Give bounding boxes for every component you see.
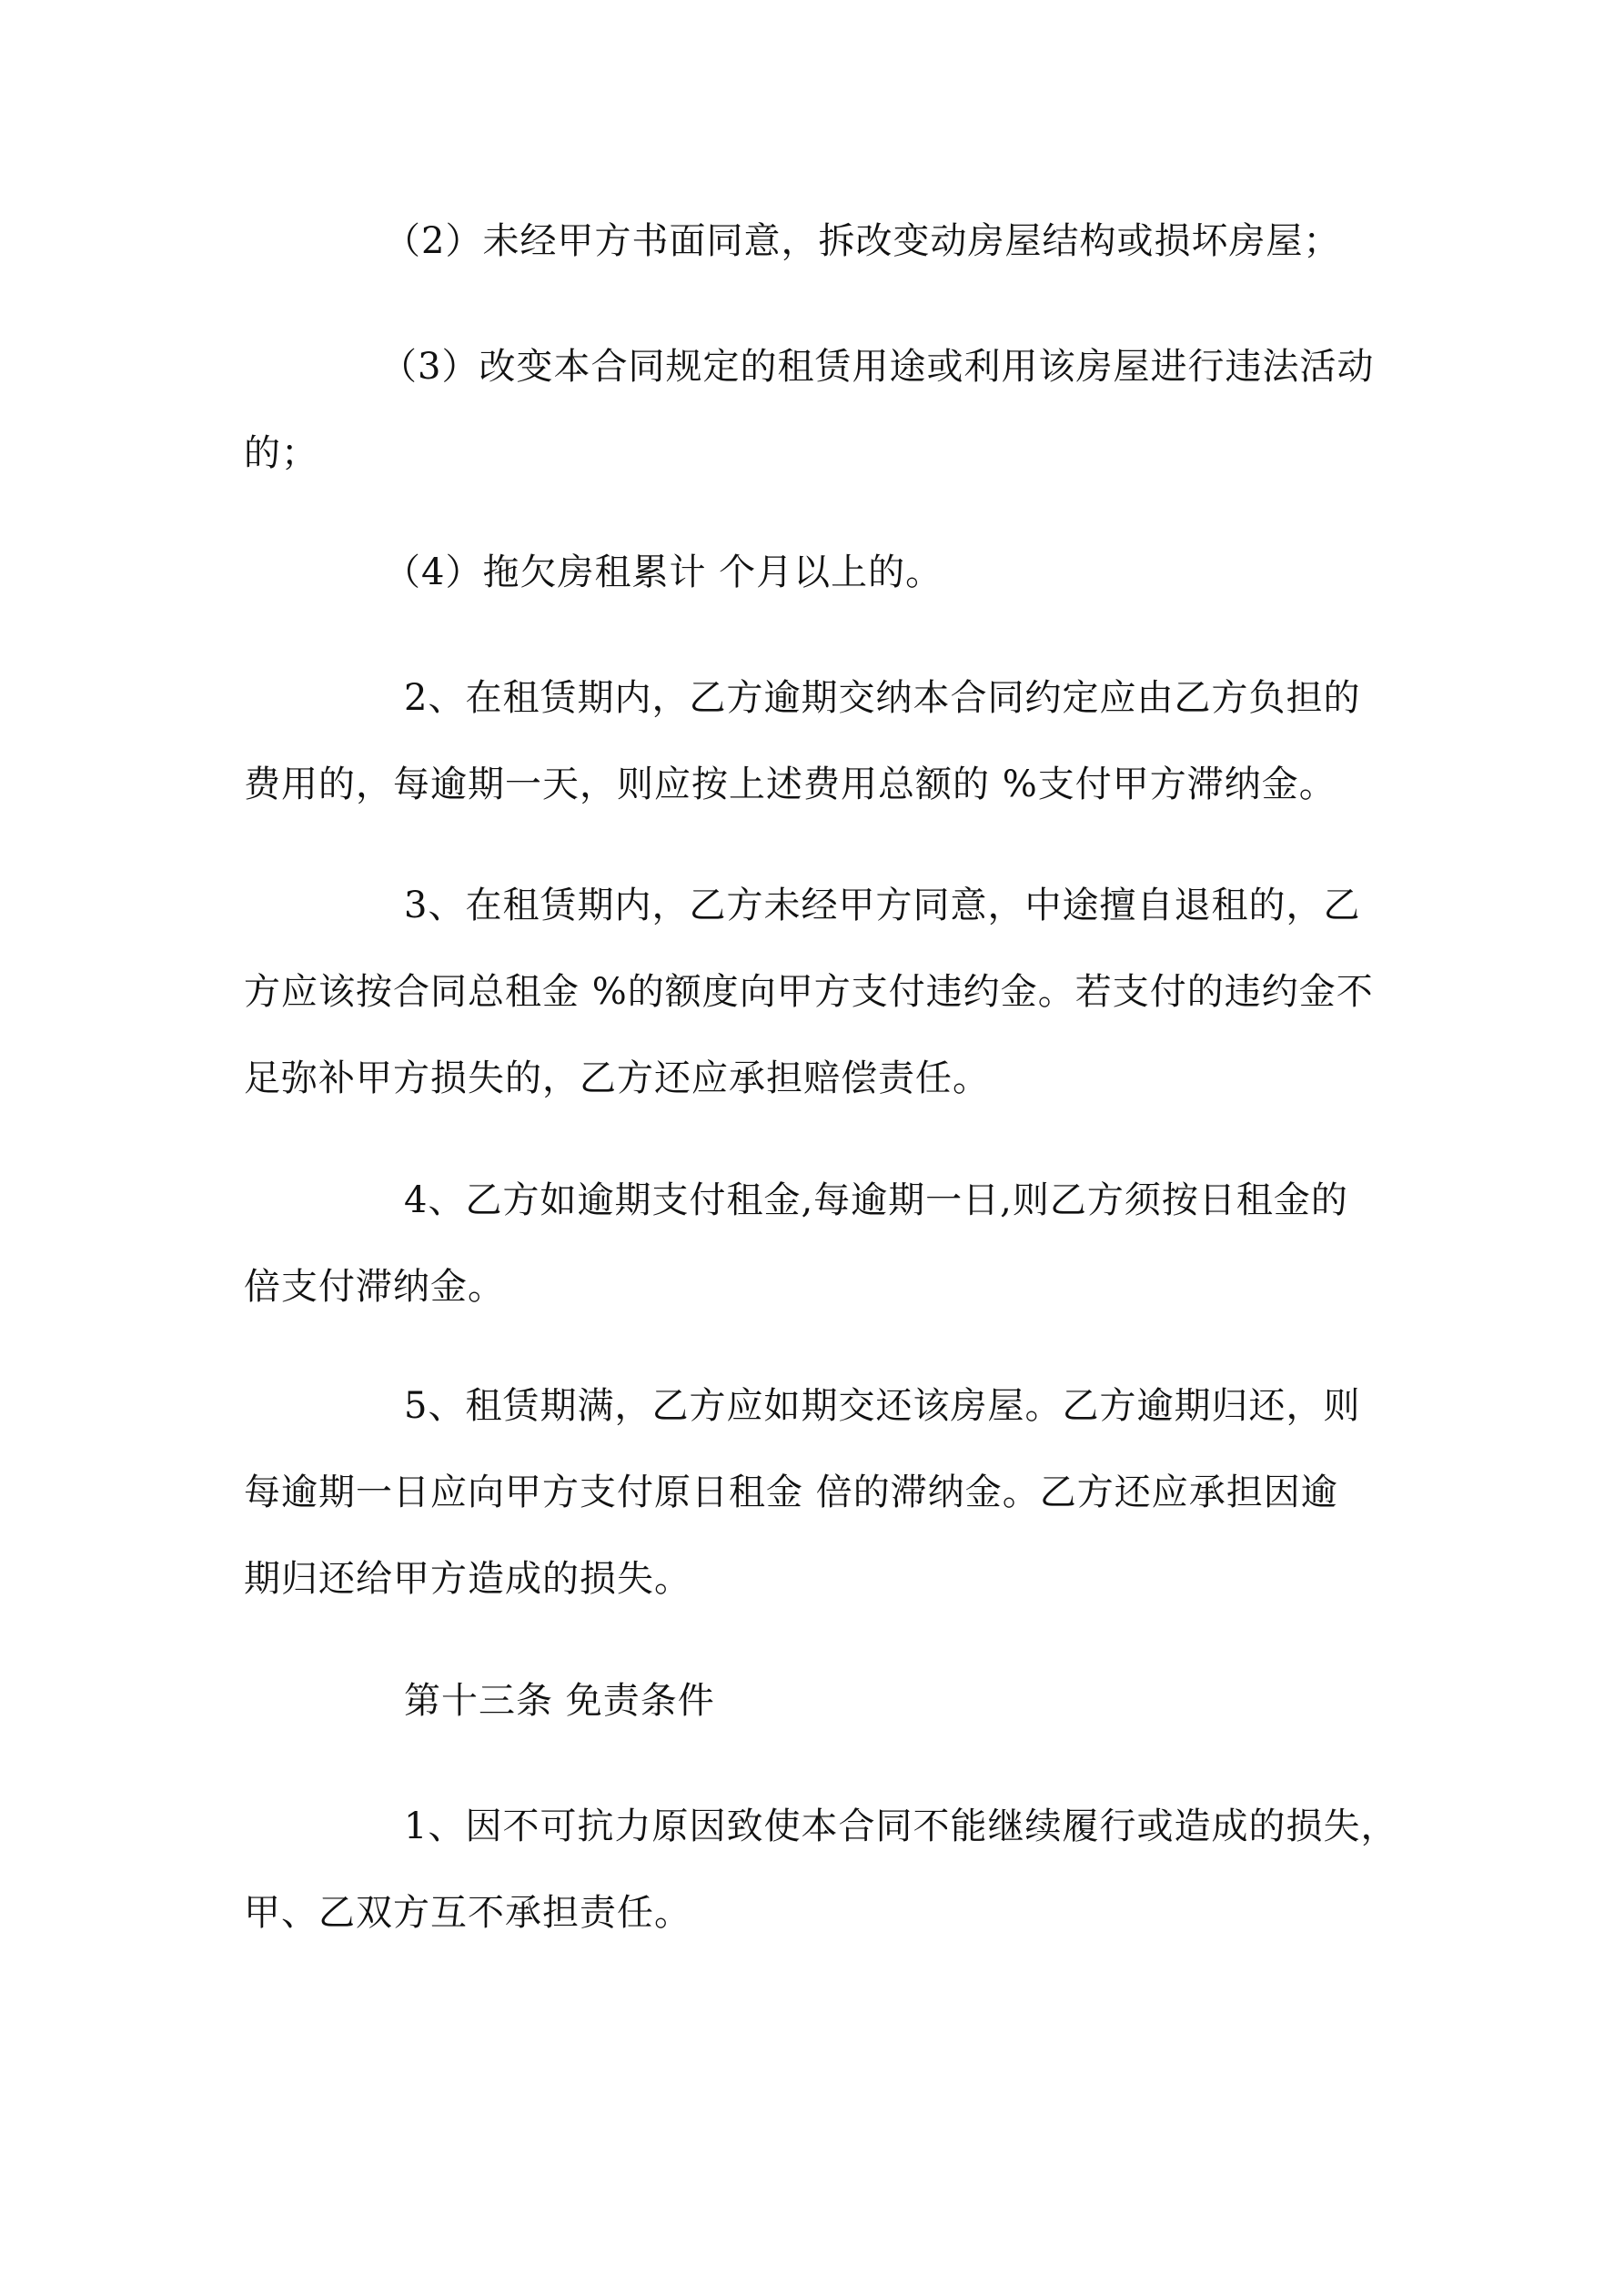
paragraph-line: 足弥补甲方损失的，乙方还应承担赔偿责任。 — [244, 1057, 990, 1099]
paragraph-line: 的； — [244, 432, 318, 474]
article-heading: 第十三条 免责条件 — [404, 1680, 715, 1722]
paragraph-line: 期归还给甲方造成的损失。 — [244, 1558, 691, 1600]
paragraph-line: 费用的，每逾期一天，则应按上述费用总额的 %支付甲方滞纳金。 — [244, 764, 1337, 805]
paragraph-line: 倍支付滞纳金。 — [244, 1266, 505, 1308]
paragraph-article-13-clause-1 — [244, 1784, 1398, 1957]
paragraph-line: 3、在租赁期内，乙方未经甲方同意，中途擅自退租的，乙 — [404, 885, 1361, 926]
paragraph-item-4 — [244, 530, 1390, 616]
paragraph-clause-3 — [244, 863, 1390, 1122]
paragraph-line: 甲、乙双方互不承担责任。 — [244, 1892, 691, 1934]
paragraph-clause-5 — [244, 1363, 1390, 1623]
paragraph-clause-4 — [244, 1158, 1390, 1330]
paragraph-line: （2）未经甲方书面同意，拆改变动房屋结构或损坏房屋； — [384, 220, 1341, 262]
paragraph-line: 4、乙方如逾期支付租金,每逾期一日,则乙方须按日租金的 — [404, 1179, 1348, 1221]
paragraph-line: （4）拖欠房租累计 个月以上的。 — [384, 551, 943, 593]
paragraph-line: 2、在租赁期内，乙方逾期交纳本合同约定应由乙方负担的 — [404, 677, 1361, 719]
paragraph-clause-2 — [244, 655, 1390, 828]
paragraph-line: 每逾期一日应向甲方支付原日租金 倍的滞纳金。乙方还应承担因逾 — [244, 1472, 1338, 1513]
paragraph-item-3 — [244, 324, 1390, 497]
paragraph-line: 1、因不可抗力原因致使本合同不能继续履行或造成的损失， — [404, 1805, 1398, 1847]
article-13-heading — [244, 1658, 1390, 1745]
paragraph-item-2 — [244, 198, 1390, 285]
paragraph-line: 方应该按合同总租金 %的额度向甲方支付违约金。若支付的违约金不 — [244, 971, 1374, 1013]
paragraph-line: （3）改变本合同规定的租赁用途或利用该房屋进行违法活动 — [380, 346, 1375, 388]
paragraph-line: 5、租赁期满，乙方应如期交还该房屋。乙方逾期归还，则 — [404, 1385, 1361, 1427]
